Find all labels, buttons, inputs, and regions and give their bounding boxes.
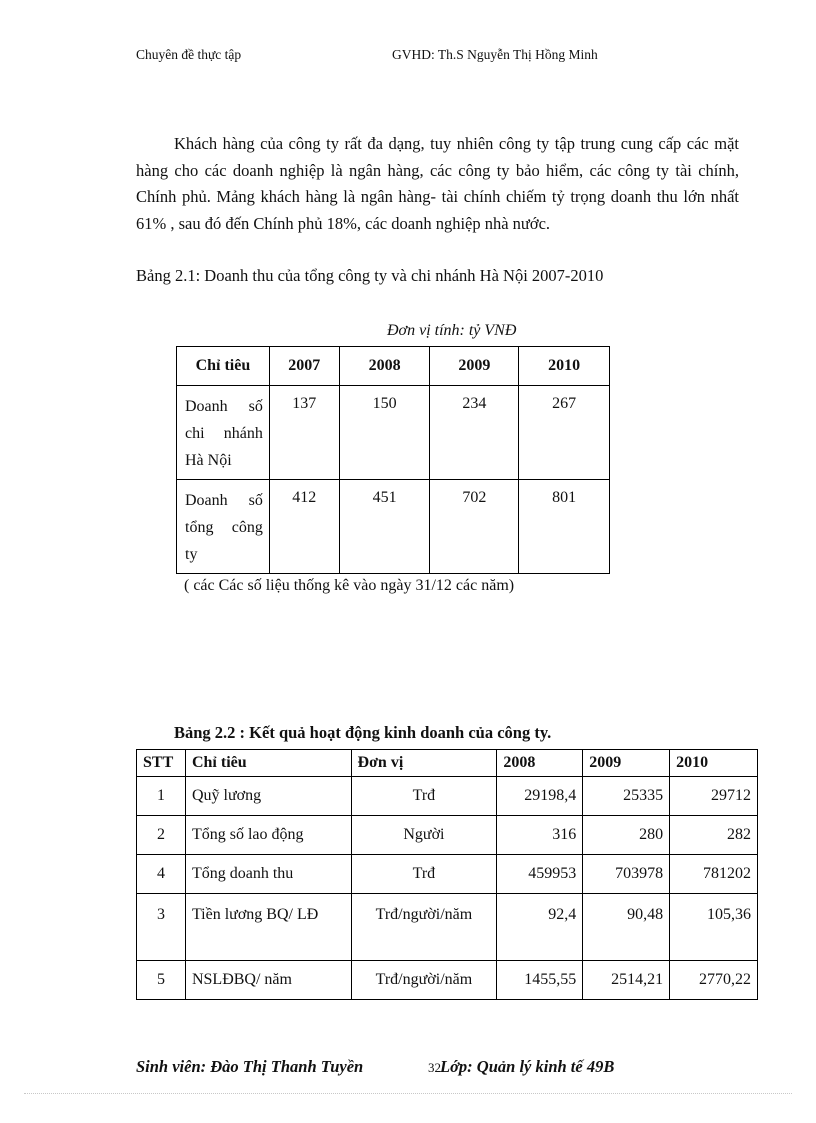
col-header: 2010 [519,347,610,386]
col-header: 2009 [583,750,670,777]
table-cell: 4 [137,855,186,894]
table-row [137,894,758,961]
table-row [177,386,610,480]
table-cell: 1455,55 [497,961,583,1000]
table-cell: 703978 [583,855,670,894]
table2-caption: Bảng 2.2 : Kết quả hoạt động kinh doanh của công ty. [174,723,552,742]
header-right: GVHD: Th.S Nguyễn Thị Hồng Minh [392,47,598,62]
table-cell: 282 [670,816,758,855]
table-cell: 25335 [583,777,670,816]
col-header: STT [137,750,186,777]
table-cell: 5 [137,961,186,1000]
table-cell: Trđ/người/năm [351,894,497,961]
table-cell: 702 [430,480,519,574]
table-row [177,480,610,574]
table1-unit: Đơn vị tính: tỷ VNĐ [387,322,517,339]
table-cell: Người [351,816,497,855]
table-cell: Tổng doanh thu [185,855,351,894]
col-header: 2007 [269,347,339,386]
col-header: Đơn vị [351,750,497,777]
table-cell: Tổng số lao động [185,816,351,855]
table-cell: 29198,4 [497,777,583,816]
table-row [137,961,758,1000]
table-cell: NSLĐBQ/ năm [185,961,351,1000]
table-cell: 137 [269,386,339,480]
table-cell: Tiền lương BQ/ LĐ [185,894,351,961]
table-cell: 92,4 [497,894,583,961]
table-cell: 451 [339,480,430,574]
table-cell: 29712 [670,777,758,816]
table-cell: 105,36 [670,894,758,961]
table-row [137,855,758,894]
header-left: Chuyên đề thực tập [136,47,242,62]
table1-note: ( các Các số liệu thống kê vào ngày 31/12 các năm) [184,577,515,594]
table-cell: 781202 [670,855,758,894]
footer-class: Lớp: Quản lý kinh tế 49B [440,1057,615,1076]
table-cell: 280 [583,816,670,855]
table-cell: 267 [519,386,610,480]
col-header: 2010 [670,750,758,777]
table-cell: 234 [430,386,519,480]
body-paragraph: Khách hàng của công ty rất đa dạng, tuy nhiên công ty tập trung cung cấp các mặt hàng cho các doanh nghiệp là ngân hàng, các công ty bảo hiểm, các công ty tài chính, Chính phủ. Mảng khách hàng là ngân hàng- tài chính chiếm tỷ trọng doanh thu lớn nhất 61% , sau đó đến Chính phủ 18%, các doanh nghiệp nhà nước. [136,134,739,233]
table-cell: 90,48 [583,894,670,961]
col-header: Chỉ tiêu [185,750,351,777]
table-cell: 2 [137,816,186,855]
table-cell: 316 [497,816,583,855]
table-cell: Trđ [351,777,497,816]
table-cell: 801 [519,480,610,574]
table-cell: Trđ/người/năm [351,961,497,1000]
row-label: Doanh số tổng công ty [177,480,270,574]
table-header-row [137,750,758,777]
row-label: Doanh số chi nhánh Hà Nội [177,386,270,480]
table-cell: 412 [269,480,339,574]
table-row [137,816,758,855]
footer-student: Sinh viên: Đào Thị Thanh Tuyền [136,1057,364,1076]
table-cell: 150 [339,386,430,480]
revenue-table [176,346,610,574]
col-header: 2008 [497,750,583,777]
table-cell: 2770,22 [670,961,758,1000]
table-cell: 1 [137,777,186,816]
table1-caption: Bảng 2.1: Doanh thu của tổng công ty và chi nhánh Hà Nội 2007-2010 [136,266,604,285]
col-header: 2008 [339,347,430,386]
col-header: 2009 [430,347,519,386]
table-cell: Trđ [351,855,497,894]
table-cell: 3 [137,894,186,961]
table-row [137,777,758,816]
table-cell: Quỹ lương [185,777,351,816]
table-cell: 2514,21 [583,961,670,1000]
business-results-table [136,749,758,1000]
col-header: Chỉ tiêu [177,347,270,386]
table-cell: 459953 [497,855,583,894]
page-bottom-divider [24,1093,792,1094]
table-header-row [177,347,610,386]
footer-page-number: 32 [428,1060,441,1075]
